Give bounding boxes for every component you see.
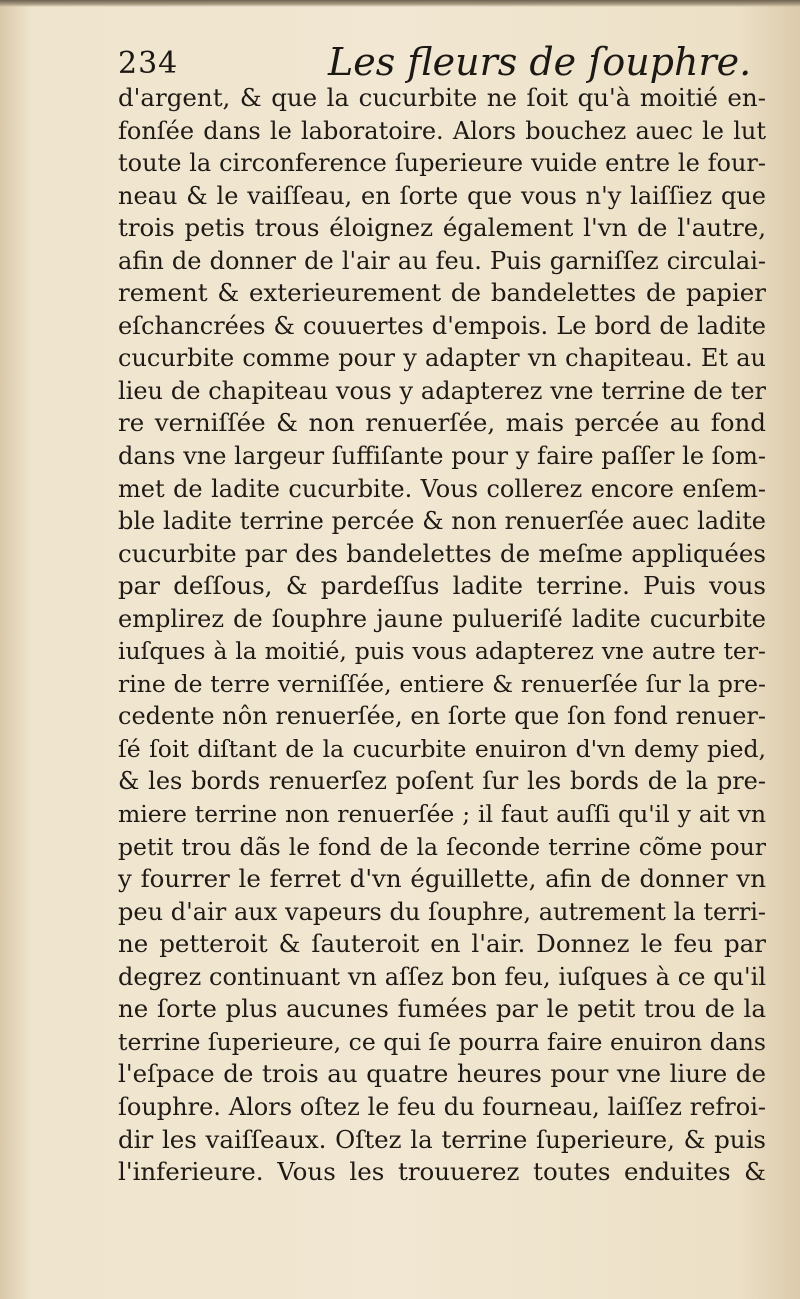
text-line: eſchancrées & couuertes d'empois. Le bord de ladite [118,311,766,340]
text-line: toute la circonference ſuperieure vuide entre le four- [118,149,766,178]
text-line: terrine ſuperieure, ce qui ſe pourra faire enuiron dans [118,1027,766,1056]
text-line: rement & exterieurement de bandelettes de papier [118,278,766,308]
page-header [118,40,778,86]
text-line: trois petis trous éloignez également l'vn de l'autre, [118,213,766,243]
text-line: y fourrer le ferret d'vn éguillette, afin de donner vn [118,864,766,894]
page-number: 234 [118,46,179,81]
text-line: d'argent, & que la cucurbite ne ſoit qu'à moitié en- [118,83,766,112]
text-line: par deſſous, & pardeſſus ladite terrine. Puis vous [118,571,766,601]
text-line: ne petteroit & ſauteroit en l'air. Donnez le feu par [118,929,766,959]
text-line: dir les vaiſſeaux. Oſtez la terrine ſuperieure, & puis [118,1124,766,1154]
text-line: emplirez de ſouphre jaune pulueriſé ladite cucurbite [118,604,766,633]
running-head: Les fleurs de ſouphre. [328,40,752,84]
text-line: degrez continuant vn aſſez bon feu, iuſques à ce qu'il [118,962,766,991]
text-line: neau & le vaiſſeau, en ſorte que vous n'y laiſſiez que [118,181,766,210]
text-line: ſé ſoit diſtant de la cucurbite enuiron d'vn demy pied, [118,734,766,763]
text-line: cedente nôn renuerſée, en ſorte que ſon fond renuer- [118,702,766,731]
page-top-edge [0,0,800,7]
text-line: lieu de chapiteau vous y adapterez vne terrine de ter [118,376,766,405]
text-line: l'inferieure. Vous les trouuerez toutes enduites & [118,1157,766,1187]
text-line: ſouphre. Alors oſtez le feu du fourneau, laiſſez refroi- [118,1092,766,1121]
text-line: cucurbite par des bandelettes de meſme appliquées [118,538,766,568]
text-line: afin de donner de l'air au feu. Puis garniſſez circulai- [118,246,766,275]
text-line: cucurbite comme pour y adapter vn chapiteau. Et au [118,344,766,373]
text-line: re verniſſée & non renuerſée, mais percée au fond [118,408,766,438]
text-line: met de ladite cucurbite. Vous collerez encore enſem- [118,474,766,503]
text-line: miere terrine non renuerſée ; il faut auſſi qu'il y ait vn [118,800,766,829]
text-line: iuſques à la moitié, puis vous adapterez vne autre ter- [118,637,766,666]
text-line: l'eſpace de trois au quatre heures pour vne liure de [118,1059,766,1089]
text-line: rine de terre verniſſée, entiere & renuerſée ſur la pre- [118,669,766,698]
text-line: peu d'air aux vapeurs du ſouphre, autrement la terri- [118,897,766,926]
text-line: ble ladite terrine percée & non renuerſée auec ladite [118,507,766,536]
text-line: petit trou dãs le fond de la ſeconde terrine cõme pour [118,832,766,861]
text-line: fonſée dans le laboratoire. Alors bouchez auec le lut [118,116,766,145]
text-line: & les bords renuerſez poſent ſur les bords de la pre- [118,767,766,796]
text-line: ne ſorte plus aucunes fumées par le petit trou de la [118,994,766,1024]
body-text [118,82,766,1189]
text-line: dans vne largeur ſuffiſante pour y faire paſſer le ſom- [118,442,766,471]
